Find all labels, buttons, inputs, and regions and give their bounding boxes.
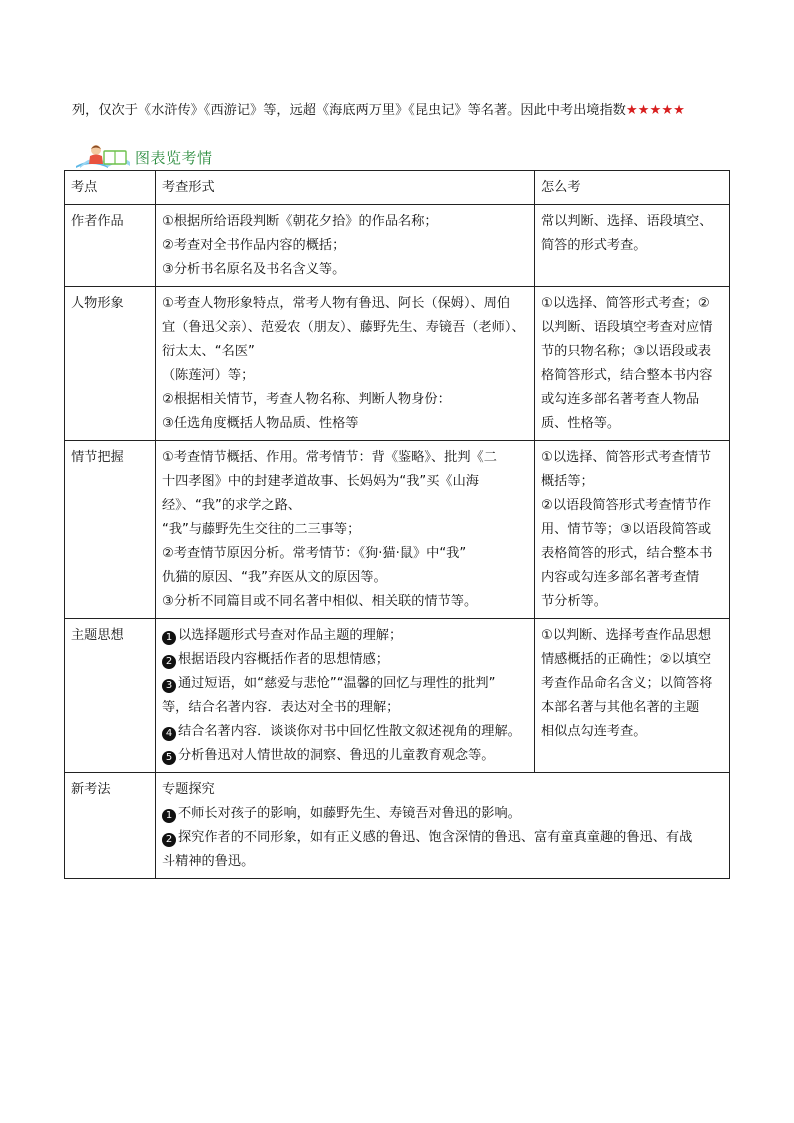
table-row: [65, 773, 730, 879]
circled-number: 1: [162, 809, 176, 823]
cell-line: [162, 672, 528, 696]
cell-how: [535, 287, 730, 441]
cell-line: ①以选择、简答形式考查情节: [541, 450, 712, 465]
cell-line-text: 斗精神的鲁迅。: [162, 854, 255, 869]
cell-line: [162, 850, 723, 874]
section-heading: [72, 142, 372, 170]
cell-how: [535, 205, 730, 287]
cell-point: 主题思想: [65, 619, 156, 773]
cell-line: [162, 648, 528, 672]
header-form: 考查形式: [156, 171, 535, 205]
cell-line: 表格简答的形式，结合整本书: [541, 546, 713, 561]
cell-line: 或勾连多部名著考查人物品: [541, 392, 700, 407]
cell-line-text: 根据语段内容概括作者的思想情感；: [178, 652, 389, 667]
cell-line: 内容或勾连多部名著考查情: [541, 570, 700, 585]
cell-line: 节分析等。: [541, 594, 607, 609]
cell-form: [156, 287, 535, 441]
cell-line: 相似点勾连考查。: [541, 724, 647, 739]
cell-line: [162, 744, 528, 768]
cell-line: ②考查情节原因分析。常考情节：《狗·猫·鼠》中“我”: [162, 546, 467, 561]
cell-line: ①考查情节概括、作用。常考情节：背《鉴略》、批判《二: [162, 450, 497, 465]
cell-point: 情节把握: [65, 441, 156, 619]
table-row: [65, 287, 730, 441]
cell-line: [162, 826, 723, 850]
cell-line: ③任选角度概括人物品质、性格等: [162, 416, 359, 431]
cell-line-text: 以选择题形式号查对作品主题的理解；: [178, 628, 403, 643]
cell-line: 概括等；: [541, 474, 594, 489]
circled-number: 1: [162, 631, 176, 645]
cell-form: [156, 441, 535, 619]
table-row: [65, 205, 730, 287]
rating-stars: ★★★★★: [625, 103, 685, 118]
cell-line-text: 专题探究: [162, 782, 215, 797]
cell-line: [162, 696, 528, 720]
circled-number: 2: [162, 655, 176, 669]
cell-line-text: 等，结合名著内容．表达对全书的理解；: [162, 700, 400, 715]
cell-line: ①考查人物形象特点，常考人物有鲁迅、阿长（保姆）、周伯: [162, 296, 511, 311]
cell-line: [162, 778, 723, 802]
cell-line: 十四孝图》中的封建孝道故事、长妈妈为“我”买《山海: [162, 474, 479, 489]
circled-number: 3: [162, 679, 176, 693]
cell-line: （陈莲河）等；: [162, 368, 255, 383]
cell-line: 简答的形式考查。: [541, 238, 647, 253]
cell-line: 本部名著与其他名著的主题: [541, 700, 700, 715]
cell-line: ②以语段简答形式考查情节作: [541, 498, 712, 513]
circled-number: 4: [162, 727, 176, 741]
cell-line: “我”与藤野先生交往的二三事等；: [162, 522, 361, 537]
cell-line-text: 不师长对孩子的影响，如藤野先生、寿镜吾对鲁迅的影响。: [178, 806, 521, 821]
cell-line: 格简答形式，结合整本书内容: [541, 368, 713, 383]
cell-line: 常以判断、选择、语段填空、: [541, 214, 713, 229]
cell-line: 衍太太、“名医”: [162, 344, 255, 359]
exam-table: [64, 170, 730, 879]
cell-line-text: 结合名著内容．谈谈你对书中回忆性散文叙述视角的理解。: [178, 724, 521, 739]
cell-line: ③分析不同篇目或不同名著中相似、相关联的情节等。: [162, 594, 478, 609]
intro-line: [72, 101, 732, 121]
cell-how: [535, 619, 730, 773]
intro-text: 列，仅次于《水浒传》《西游记》等，远超《海底两万里》《昆虫记》等名著。因此中考出境指数: [72, 103, 626, 118]
section-title: 图表览考情: [135, 149, 213, 167]
cell-line: 仇猫的原因、“我”弃医从文的原因等。: [162, 570, 387, 585]
circled-number: 2: [162, 833, 176, 847]
cell-line: 考查作品命名含义；以简答将: [541, 676, 713, 691]
cell-line: [162, 624, 528, 648]
reading-child-icon: [72, 142, 134, 170]
cell-line-text: 通过短语，如“慈爱与悲怆”“温馨的回忆与理性的批判”: [178, 676, 496, 691]
cell-line: [162, 720, 528, 744]
circled-number: 5: [162, 751, 176, 765]
cell-point: 作者作品: [65, 205, 156, 287]
cell-line: ②考查对全书作品内容的概括；: [162, 238, 346, 253]
table-row: [65, 441, 730, 619]
cell-line: 以判断、语段填空考查对应情: [541, 320, 713, 335]
cell-point: 人物形象: [65, 287, 156, 441]
cell-line-text: 分析鲁迅对人情世故的洞察、鲁迅的儿童教育观念等。: [178, 748, 495, 763]
header-point: 考点: [65, 171, 156, 205]
cell-line: 情感概括的正确性；②以填空: [541, 652, 712, 667]
cell-line: 质、性格等。: [541, 416, 621, 431]
cell-form: [156, 773, 730, 879]
cell-form: [156, 619, 535, 773]
cell-line: 节的只物名称；③以语段或表: [541, 344, 712, 359]
cell-line: ①以判断、选择考查作品思想: [541, 628, 712, 643]
cell-line: 经》、“我”的求学之路、: [162, 498, 301, 513]
cell-line: 用、情节等；③以语段简答或: [541, 522, 712, 537]
cell-line-text: 探究作者的不同形象，如有正义感的鲁迅、饱含深情的鲁迅、富有童真童趣的鲁迅、有战: [178, 830, 693, 845]
cell-line: ②根据相关情节，考查人物名称、判断人物身份：: [162, 392, 451, 407]
cell-line: 宜（鲁迅父亲）、范爱农（朋友）、藤野先生、寿镜吾（老师）、: [162, 320, 525, 335]
cell-how: [535, 441, 730, 619]
table-row: [65, 619, 730, 773]
cell-line: ①根据所给语段判断《朝花夕拾》的作品名称；: [162, 214, 438, 229]
header-how: 怎么考: [535, 171, 730, 205]
cell-line: ③分析书名原名及书名含义等。: [162, 262, 346, 277]
cell-point: 新考法: [65, 773, 156, 879]
table-header-row: [65, 171, 730, 205]
cell-line: ①以选择、简答形式考查；②: [541, 296, 710, 311]
cell-line: [162, 802, 723, 826]
cell-form: [156, 205, 535, 287]
